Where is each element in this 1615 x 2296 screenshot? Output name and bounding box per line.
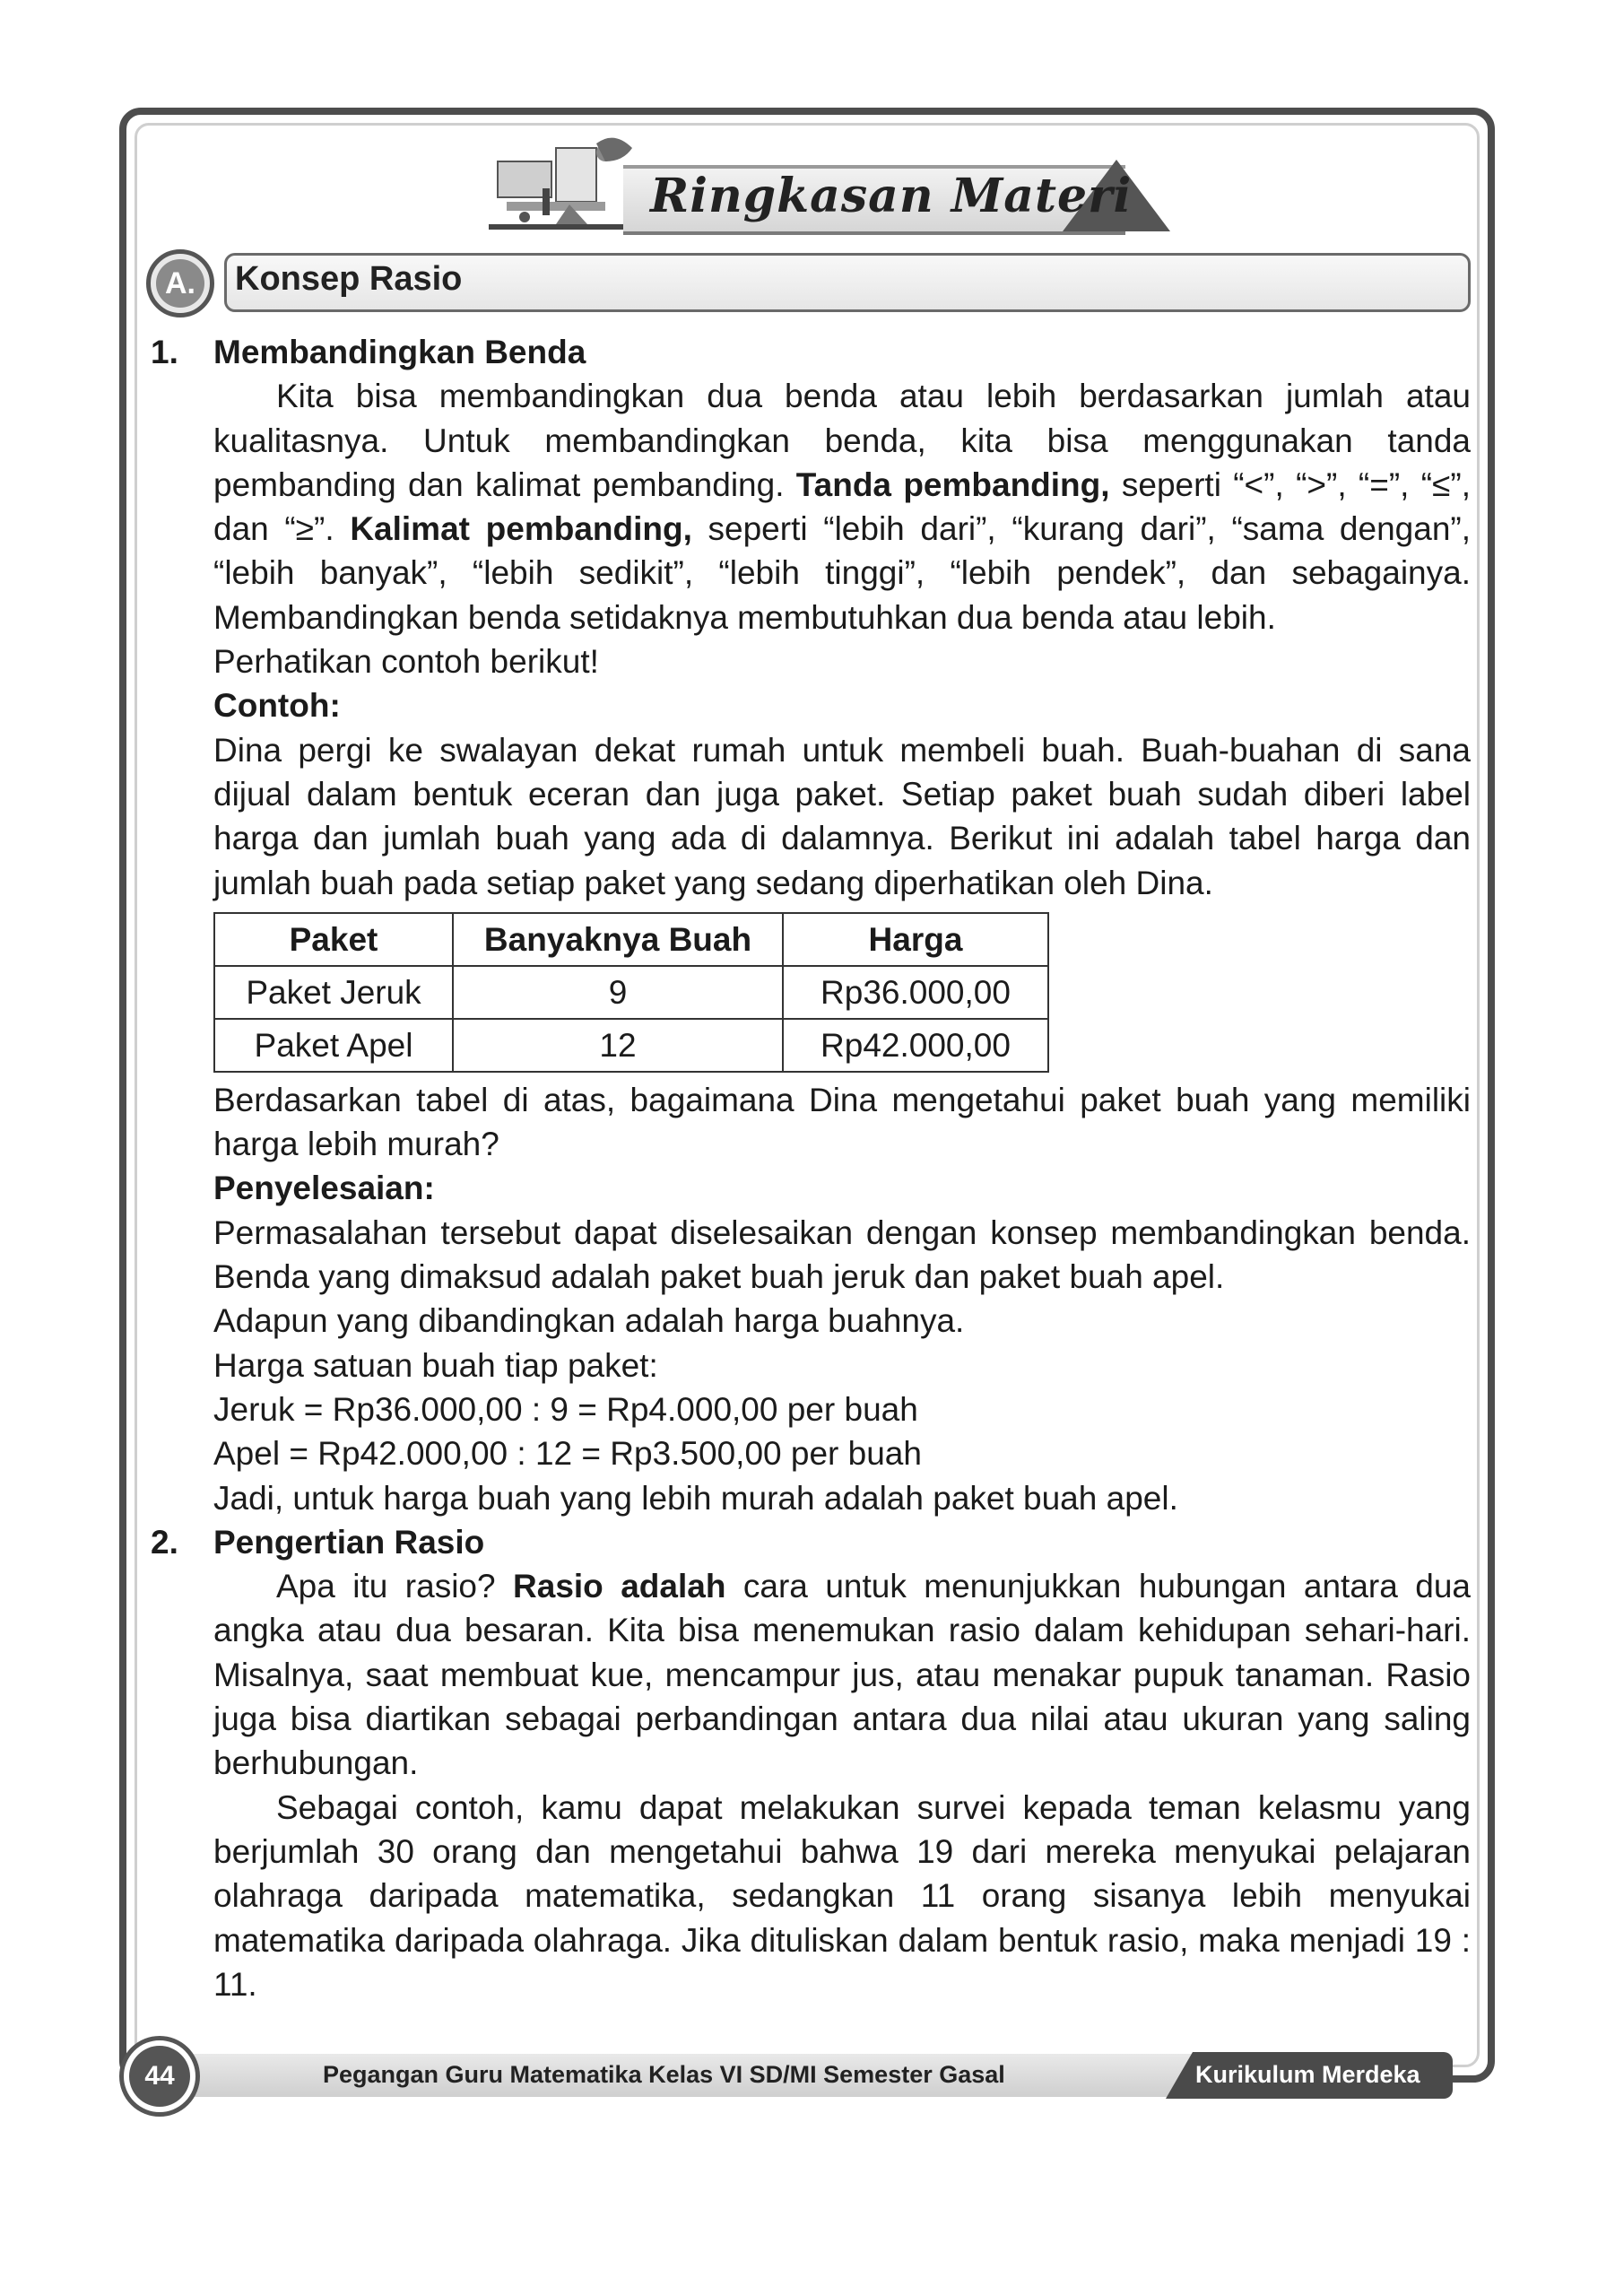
banner-title: Ringkasan Materi <box>650 169 1133 223</box>
table-cell: 9 <box>453 966 783 1019</box>
table-cell: Paket Apel <box>214 1019 453 1072</box>
solution-line: Harga satuan buah tiap paket: <box>213 1346 658 1384</box>
solution-line: Jeruk = Rp36.000,00 : 9 = Rp4.000,00 per buah <box>213 1390 918 1428</box>
page-number-badge <box>119 2036 200 2117</box>
footer-book-title: Pegangan Guru Matematika Kelas VI SD/MI Semester Gasal <box>323 2061 1005 2088</box>
table-row <box>214 1019 1048 1072</box>
table-header-cell: Paket <box>214 913 453 966</box>
section-letter: A. <box>156 259 204 308</box>
table-header-row <box>214 913 1048 966</box>
example-label: Contoh: <box>213 687 341 725</box>
item-membandingkan-benda <box>151 330 1471 1520</box>
study-illustration-icon <box>489 135 641 231</box>
item-title: Membandingkan Benda <box>213 334 586 370</box>
item-number: 2. <box>151 1523 178 1561</box>
table-cell: Rp42.000,00 <box>783 1019 1048 1072</box>
table-header-cell: Harga <box>783 913 1048 966</box>
paragraph: Sebagai contoh, kamu dapat melakukan survei kepada teman kelasmu yang berjumlah 30 orang dan mengetahui bahwa 19 dari mereka menyukai pelajaran olahraga daripada matematika, sedangkan 11 orang sisanya lebih menyukai matematika daripada olahraga. Jika dituliskan dalam bentuk rasio, maka menjadi 19 : 11. <box>213 1788 1471 2003</box>
section-letter-badge <box>146 249 214 317</box>
item-title: Pengertian Rasio <box>213 1523 485 1561</box>
solution-line: Jadi, untuk harga buah yang lebih murah adalah paket buah apel. <box>213 1479 1178 1517</box>
page-number: 44 <box>129 2046 190 2107</box>
paragraph: Apa itu rasio? Rasio adalah cara untuk menunjukkan hubungan antara dua angka atau dua besaran. Kita bisa menemukan rasio dalam kehidupan sehari-hari. Misalnya, saat membuat kue, mencampur jus, atau menakar pupuk tanaman. Rasio juga bisa diartikan sebagai perbandingan antara dua nilai atau ukuran yang saling berhubungan. <box>213 1568 1471 1782</box>
solution-label: Penyelesaian: <box>213 1170 435 1207</box>
section-title: Konsep Rasio <box>235 260 463 298</box>
solution-line: Permasalahan tersebut dapat diselesaikan dengan konsep membandingkan benda. Benda yang dimaksud adalah paket buah jeruk dan paket buah apel. <box>213 1213 1471 1296</box>
table-row <box>214 966 1048 1019</box>
solution-line: Apel = Rp42.000,00 : 12 = Rp3.500,00 per buah <box>213 1435 922 1473</box>
table-cell: Paket Jeruk <box>214 966 453 1019</box>
table-cell: 12 <box>453 1019 783 1072</box>
item-pengertian-rasio <box>151 1520 1471 2006</box>
table-header-cell: Banyaknya Buah <box>453 913 783 966</box>
main-content <box>151 330 1471 2006</box>
paragraph: Kita bisa membandingkan dua benda atau lebih berdasarkan jumlah atau kualitasnya. Untuk membandingkan benda, kita bisa menggunakan tanda pembanding dan kalimat pembanding. Tanda pembanding, seperti “<”, “>”, “=”, “≤”, dan “≥”. Kalimat pembanding, seperti “lebih dari”, “kurang dari”, “sama dengan”, “lebih banyak”, “lebih sedikit”, “lebih tinggi”, “lebih pendek”, dan sebagainya. Membandingkan benda setidaknya membutuhkan dua benda atau lebih. <box>213 378 1472 636</box>
paragraph: Perhatikan contoh berikut! <box>213 643 599 681</box>
price-table <box>213 912 1049 1073</box>
table-cell: Rp36.000,00 <box>783 966 1048 1019</box>
example-text: Dina pergi ke swalayan dekat rumah untuk membeli buah. Buah-buahan di sana dijual dalam bentuk eceran dan juga paket. Setiap paket buah sudah diberi label harga dan jumlah buah yang ada di dalamnya. Berikut ini adalah tabel harga dan jumlah buah pada setiap paket yang sedang diperhatikan oleh Dina. <box>213 731 1471 901</box>
item-number: 1. <box>151 334 178 370</box>
summary-banner <box>489 135 1170 233</box>
solution-line: Adapun yang dibandingkan adalah harga buahnya. <box>213 1302 965 1340</box>
question-text: Berdasarkan tabel di atas, bagaimana Dina mengetahui paket buah yang memiliki harga lebih murah? <box>213 1081 1471 1163</box>
curriculum-label: Kurikulum Merdeka <box>1195 2061 1420 2088</box>
